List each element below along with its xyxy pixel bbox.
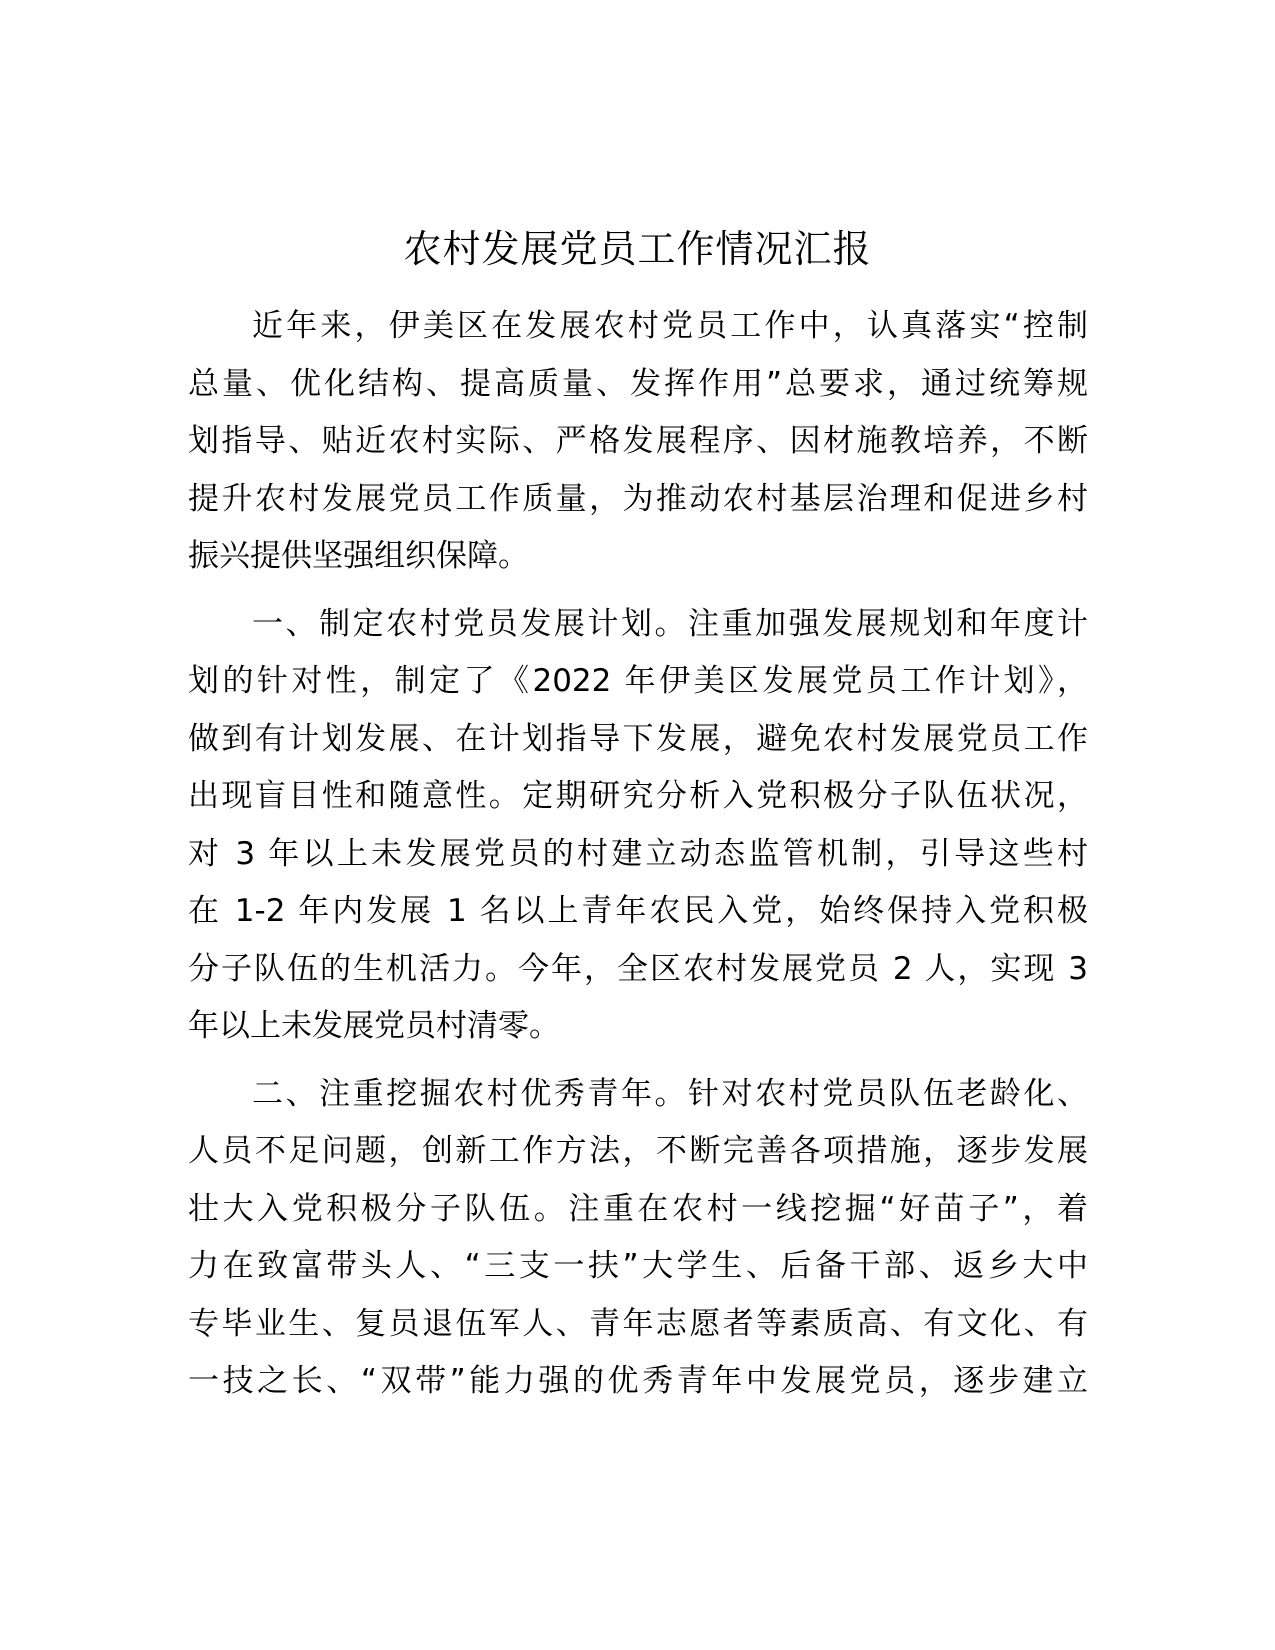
text-line: 分子队伍的生机活力。今年，全区农村发展党员 2 人，实现 3 <box>188 950 1088 987</box>
text-line: 力在致富带头人、“三支一扶”大学生、后备干部、返乡大中 <box>188 1248 1088 1284</box>
text-line: 一技之长、“双带”能力强的优秀青年中发展党员，逐步建立 <box>188 1363 1088 1399</box>
text-line: 对 3 年以上未发展党员的村建立动态监管机制，引导这些村 <box>188 835 1088 872</box>
text-line: 总量、优化结构、提高质量、发挥作用”总要求，通过统筹规 <box>188 365 1088 402</box>
text-line: 在 1-2 年内发展 1 名以上青年农民入党，始终保持入党积极 <box>188 893 1088 929</box>
text-line: 人员不足问题，创新工作方法，不断完善各项措施，逐步发展 <box>188 1133 1088 1169</box>
document-title: 农村发展党员工作情况汇报 <box>403 227 872 271</box>
text-line: 振兴提供坚强组织保障。 <box>188 538 529 574</box>
text-line: 划的针对性，制定了《2022 年伊美区发展党员工作计划》， <box>188 663 1088 699</box>
paragraph-section-one <box>188 596 1088 1056</box>
text-line: 一、制定农村党员发展计划。注重加强发展规划和年度计 <box>252 605 1088 642</box>
text-line: 划指导、贴近农村实际、严格发展程序、因材施教培养，不断 <box>188 423 1088 459</box>
text-line: 专毕业生、复员退伍军人、青年志愿者等素质高、有文化、有 <box>188 1305 1088 1342</box>
paragraph-section-two <box>188 1066 1088 1411</box>
text-line: 出现盲目性和随意性。定期研究分析入党积极分子队伍状况， <box>188 778 1088 814</box>
text-line: 做到有计划发展、在计划指导下发展，避免农村发展党员工作 <box>188 720 1088 757</box>
text-line: 壮大入党积极分子队伍。注重在农村一线挖掘“好苗子”，着 <box>188 1190 1088 1227</box>
text-line: 近年来，伊美区在发展农村党员工作中，认真落实“控制 <box>252 308 1088 344</box>
text-line: 年以上未发展党员村清零。 <box>188 1008 560 1044</box>
text-line: 二、注重挖掘农村优秀青年。针对农村党员队伍老龄化、 <box>252 1075 1088 1112</box>
paragraph-intro <box>188 298 1088 586</box>
document-body <box>188 298 1088 1421</box>
text-line: 提升农村发展党员工作质量，为推动农村基层治理和促进乡村 <box>188 480 1088 517</box>
